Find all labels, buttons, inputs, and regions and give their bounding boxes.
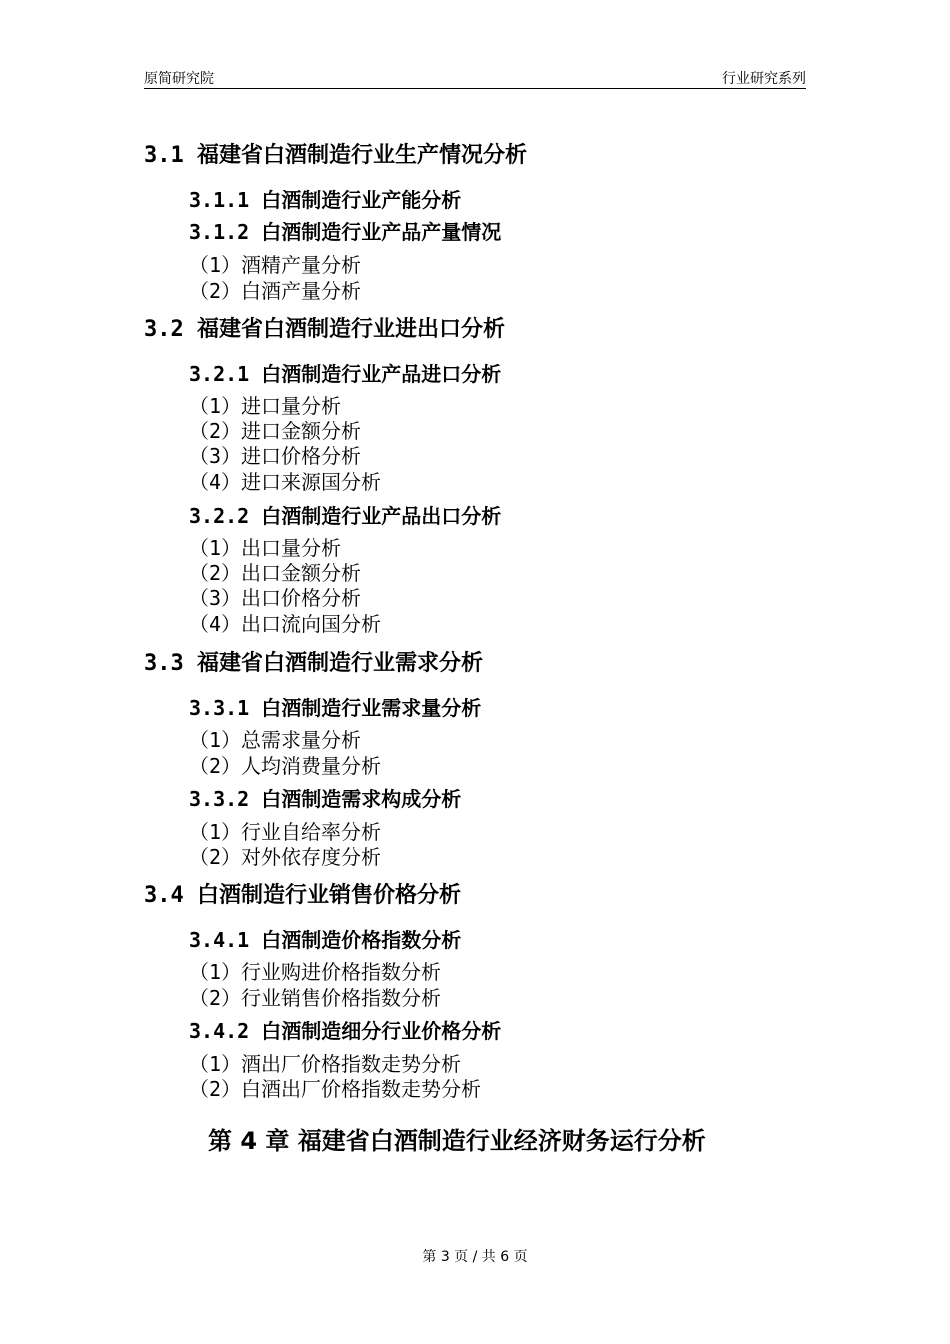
toc-list-item: （2）人均消费量分析 <box>189 754 382 778</box>
toc-list-item: （4）出口流向国分析 <box>189 612 382 636</box>
toc-section-heading: 3.1 福建省白酒制造行业生产情况分析 <box>144 143 527 168</box>
chapter-title: 第 4 章 福建省白酒制造行业经济财务运行分析 <box>208 1127 706 1155</box>
toc-list-item: （1）行业购进价格指数分析 <box>189 960 442 984</box>
page-header <box>144 66 806 89</box>
toc-subsection-heading: 3.4.1 白酒制造价格指数分析 <box>189 928 462 952</box>
toc-list-item: （2）进口金额分析 <box>189 419 362 443</box>
toc-subsection-heading: 3.1.1 白酒制造行业产能分析 <box>189 188 462 212</box>
header-right-text: 行业研究系列 <box>722 71 806 87</box>
toc-list-item: （1）行业自给率分析 <box>189 820 382 844</box>
toc-list-item: （1）出口量分析 <box>189 536 342 560</box>
toc-list-item: （4）进口来源国分析 <box>189 470 382 494</box>
toc-list-item: （1）酒精产量分析 <box>189 253 362 277</box>
toc-subsection-heading: 3.3.2 白酒制造需求构成分析 <box>189 787 462 811</box>
toc-list-item: （2）白酒产量分析 <box>189 279 362 303</box>
toc-subsection-heading: 3.2.1 白酒制造行业产品进口分析 <box>189 362 502 386</box>
toc-list-item: （1）总需求量分析 <box>189 728 362 752</box>
toc-subsection-heading: 3.1.2 白酒制造行业产品产量情况 <box>189 220 502 244</box>
toc-subsection-heading: 3.3.1 白酒制造行业需求量分析 <box>189 696 482 720</box>
toc-section-heading: 3.3 福建省白酒制造行业需求分析 <box>144 651 483 676</box>
toc-list-item: （2）白酒出厂价格指数走势分析 <box>189 1077 482 1101</box>
toc-list-item: （2）出口金额分析 <box>189 561 362 585</box>
toc-list-item: （3）出口价格分析 <box>189 586 362 610</box>
header-left-text: 原简研究院 <box>144 71 214 87</box>
toc-list-item: （3）进口价格分析 <box>189 444 362 468</box>
page-footer: 第 3 页 / 共 6 页 <box>422 1249 528 1265</box>
toc-subsection-heading: 3.4.2 白酒制造细分行业价格分析 <box>189 1019 502 1043</box>
toc-list-item: （2）对外依存度分析 <box>189 845 382 869</box>
toc-list-item: （1）进口量分析 <box>189 394 342 418</box>
toc-subsection-heading: 3.2.2 白酒制造行业产品出口分析 <box>189 504 502 528</box>
toc-list-item: （2）行业销售价格指数分析 <box>189 986 442 1010</box>
toc-section-heading: 3.4 白酒制造行业销售价格分析 <box>144 883 461 908</box>
toc-section-heading: 3.2 福建省白酒制造行业进出口分析 <box>144 317 505 342</box>
toc-list-item: （1）酒出厂价格指数走势分析 <box>189 1052 462 1076</box>
